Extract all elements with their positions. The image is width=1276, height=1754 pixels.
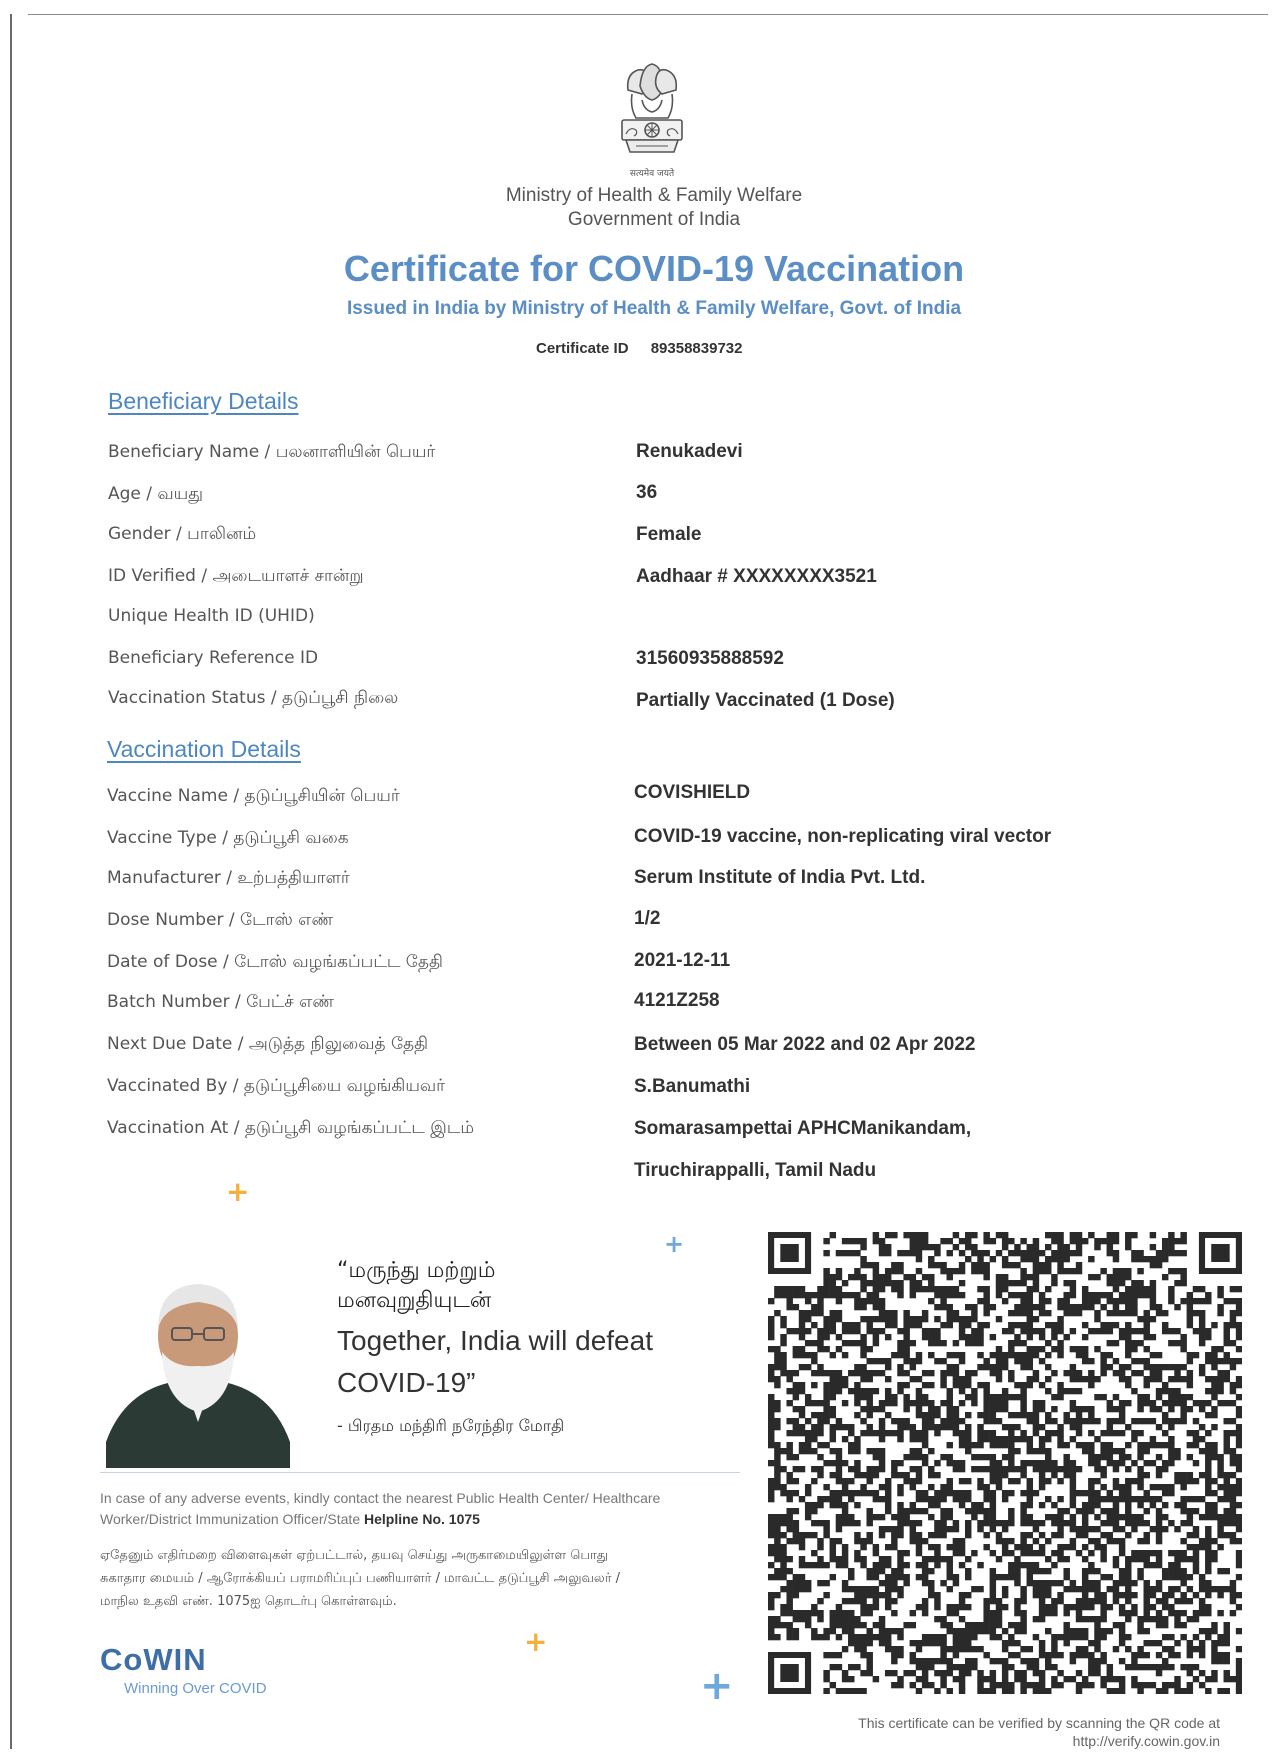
- top-rule: [28, 14, 1268, 15]
- next-due-date-label: Next Due Date / அடுத்த நிலுவைத் தேதி: [107, 1034, 429, 1054]
- vaccination-at-value-line2: Tiruchirappalli, Tamil Nadu: [634, 1160, 877, 1181]
- certificate-id: [536, 340, 742, 357]
- quote-tamil-line1: “மருந்து மற்றும்: [337, 1258, 496, 1283]
- ministry-name: Ministry of Health & Family Welfare: [505, 185, 803, 206]
- quote-english: [337, 1320, 737, 1404]
- qr-finder-pattern: [780, 1244, 798, 1262]
- date-of-dose-value: 2021-12-11: [634, 950, 731, 971]
- issued-by: Issued in India by Ministry of Health & Family Welfare, Govt. of India: [346, 298, 962, 319]
- beneficiary-name-label: Beneficiary Name / பலனாளியின் பெயர்: [108, 442, 436, 462]
- vaccination-at-label: Vaccination At / தடுப்பூசி வழங்கப்பட்ட இடம்: [107, 1118, 475, 1138]
- left-rule: [10, 14, 12, 1749]
- beneficiary-name-value: Renukadevi: [636, 441, 743, 462]
- prime-minister-photo: [100, 1272, 296, 1468]
- national-emblem-icon: [612, 60, 692, 182]
- gender-value: Female: [636, 524, 702, 545]
- quote-attribution: - பிரதம மந்திரி நரேந்திர மோதி: [337, 1416, 565, 1435]
- quote-tamil: [337, 1256, 657, 1316]
- helpline-tamil-line3: மாநில உதவி எண். 1075ஐ தொடர்பு கொள்ளவும்.: [100, 1594, 397, 1609]
- manufacturer-value: Serum Institute of India Pvt. Ltd.: [634, 867, 926, 888]
- batch-number-label: Batch Number / பேட்ச் எண்: [107, 992, 335, 1012]
- vaccine-name-label: Vaccine Name / தடுப்பூசியின் பெயர்: [107, 786, 400, 806]
- helpline-tamil: [100, 1544, 740, 1613]
- helpline-english: [100, 1488, 740, 1530]
- dose-number-label: Dose Number / டோஸ் எண்: [107, 910, 334, 930]
- dose-number-value: 1/2: [634, 908, 661, 929]
- id-verified-label: ID Verified / அடையாளச் சான்று: [108, 566, 364, 586]
- vaccination-heading: Vaccination Details: [107, 736, 301, 762]
- helpline-number: Helpline No. 1075: [364, 1511, 480, 1527]
- plus-decoration-icon: +: [226, 1175, 250, 1208]
- helpline-tamil-line2: சுகாதார மையம் / ஆரோக்கியப் பராமரிப்புப் பணியாளர் / மாவட்ட தடுப்பூசி அலுவலர் /: [100, 1571, 621, 1586]
- cowin-tagline: Winning Over COVID: [124, 1680, 267, 1697]
- certificate-title: Certificate for COVID-19 Vaccination: [343, 248, 965, 289]
- quote-english-line2: COVID-19”: [337, 1367, 476, 1398]
- age-label: Age / வயது: [108, 484, 204, 504]
- age-value: 36: [636, 482, 658, 503]
- certificate-id-value: 89358839732: [650, 340, 743, 357]
- id-verified-value: Aadhaar # XXXXXXXX3521: [636, 566, 877, 587]
- vaccine-name-value: COVISHIELD: [634, 782, 751, 803]
- vaccination-status-label: Vaccination Status / தடுப்பூசி நிலை: [108, 688, 399, 708]
- section-divider: [100, 1472, 740, 1473]
- batch-number-value: 4121Z258: [634, 990, 720, 1011]
- government-name: Government of India: [567, 209, 741, 230]
- plus-decoration-icon: +: [700, 1663, 734, 1709]
- manufacturer-label: Manufacturer / உற்பத்தியாளர்: [107, 868, 350, 888]
- reference-id-value: 31560935888592: [636, 648, 784, 669]
- verify-line1: This certificate can be verified by scanning the QR code at: [858, 1715, 1220, 1731]
- plus-decoration-icon: +: [524, 1625, 548, 1658]
- emblem-motto: सत्यमेव जयते: [629, 169, 675, 179]
- verify-note: [760, 1714, 1220, 1750]
- qr-finder-pattern: [1211, 1244, 1229, 1262]
- gender-label: Gender / பாலினம்: [108, 524, 257, 544]
- vaccine-type-value: COVID-19 vaccine, non-replicating viral vector: [634, 826, 1052, 847]
- cowin-logo: CoWIN: [100, 1642, 207, 1677]
- date-of-dose-label: Date of Dose / டோஸ் வழங்கப்பட்ட தேதி: [107, 952, 443, 972]
- ministry-header: [340, 184, 968, 232]
- vaccinated-by-value: S.Banumathi: [634, 1076, 751, 1097]
- vaccination-at-value: Somarasampettai APHCManikandam,: [634, 1118, 972, 1139]
- certificate-id-label: Certificate ID: [536, 340, 629, 357]
- plus-decoration-icon: +: [664, 1230, 685, 1258]
- next-due-date-value: Between 05 Mar 2022 and 02 Apr 2022: [634, 1034, 976, 1055]
- uhid-label: Unique Health ID (UHID): [108, 606, 315, 626]
- qr-finder-pattern: [780, 1664, 798, 1682]
- vaccinated-by-label: Vaccinated By / தடுப்பூசியை வழங்கியவர்: [107, 1076, 446, 1096]
- qr-code: [768, 1232, 1242, 1694]
- quote-tamil-line2: மனவுறுதியுடன்: [337, 1288, 492, 1313]
- reference-id-label: Beneficiary Reference ID: [108, 648, 319, 668]
- helpline-tamil-line1: ஏதேனும் எதிர்மறை விளைவுகள் ஏற்பட்டால், தயவு செய்து அருகாமையிலுள்ள பொது: [100, 1548, 609, 1563]
- beneficiary-heading: Beneficiary Details: [108, 388, 299, 414]
- helpline-text: In case of any adverse events, kindly contact the nearest Public Health Center/ Healthcare Worker/District Immunization Officer/State: [100, 1490, 661, 1527]
- quote-english-line1: Together, India will defeat: [337, 1325, 653, 1356]
- verify-url: http://verify.cowin.gov.in: [1072, 1733, 1220, 1749]
- vaccine-type-label: Vaccine Type / தடுப்பூசி வகை: [107, 828, 349, 848]
- vaccination-status-value: Partially Vaccinated (1 Dose): [636, 690, 895, 711]
